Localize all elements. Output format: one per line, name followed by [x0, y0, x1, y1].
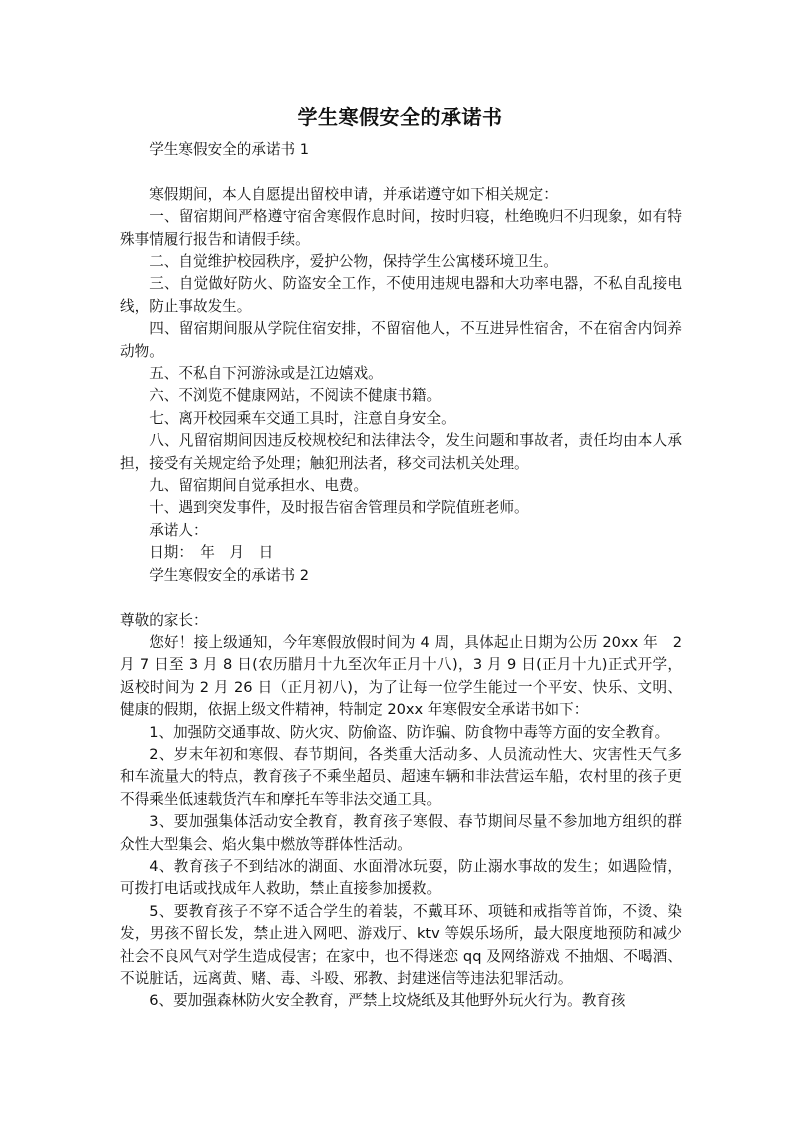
date-line: 日期： 年 月 日 [149, 544, 274, 562]
section2-item: 5、要教育孩子不穿不适合学生的着装，不戴耳环、项链和戒指等首饰，不烫、染发，男孩不留长发，禁止进入网吧、游戏厅、ktv 等娱乐场所，最大限度地预防和减少社会不良风气对学生造成侵害；在家中，也不得迷恋 qq 及网络游戏 不抽烟、不喝酒、不说脏话，远离黄、赌、毒、斗殴、邪教、封建迷信等违法犯罪活动。 [120, 902, 682, 987]
section2-intro: 您好！接上级通知，今年寒假放假时间为 4 周，具体起止日期为公历 20xx 年 2 月 7 日至 3 月 8 日(农历腊月十九至次年正月十八)，3 月 9 日(正月十九)正式开学，返校时间为 2 月 26 日（正月初八)，为了让每一位学生能过一个平安、快乐、文明、健康的假期，依据上级文件精神，特制定 20xx 年寒假安全承诺书如下： [120, 633, 682, 719]
section1-intro: 寒假期间，本人自愿提出留校申请，并承诺遵守如下相关规定： [149, 185, 558, 203]
document-title: 学生寒假安全的承诺书 [297, 105, 503, 129]
section2-item: 2、岁末年初和寒假、春节期间，各类重大活动多、人员流动性大、灾害性天气多和车流量大的特点，教育孩子不乘坐超员、超速车辆和非法营运车船，农村里的孩子更不得乘坐低速载货汽车和摩托车等非法交通工具。 [120, 745, 682, 808]
section1-item: 五、不私自下河游泳或是江边嬉戏。 [149, 365, 383, 383]
blank-line [120, 161, 682, 183]
section1-item: 八、凡留宿期间因违反校规校纪和法律法令，发生问题和事故者，责任均由本人承担，接受有关规定给予处理；触犯刑法者，移交司法机关处理。 [120, 432, 682, 472]
section2-item: 4、教育孩子不到结冰的湖面、水面滑冰玩耍，防止溺水事故的发生；如遇险情，可拨打电话或找成年人救助，禁止直接参加援救。 [120, 857, 682, 898]
salutation: 尊敬的家长： [120, 611, 208, 629]
signer-line: 承诺人： [149, 521, 208, 539]
document-body [120, 139, 682, 1013]
section1-item: 十、遇到突发事件，及时报告宿舍管理员和学院值班老师。 [149, 499, 529, 517]
blank-line [120, 587, 682, 609]
section1-heading: 学生寒假安全的承诺书 1 [149, 141, 310, 158]
section2-item: 1、加强防交通事故、防火灾、防偷盗、防诈骗、防食物中毒等方面的安全教育。 [149, 723, 670, 741]
section2-item: 3、要加强集体活动安全教育，教育孩子寒假、春节期间尽量不参加地方组织的群众性大型集会、焰火集中燃放等群体性活动。 [120, 813, 682, 853]
section1-item: 四、留宿期间服从学院住宿安排，不留宿他人，不互进异性宿舍，不在宿舍内饲养动物。 [120, 320, 682, 360]
section1-item: 三、自觉做好防火、防盗安全工作，不使用违规电器和大功率电器，不私自乱接电线，防止事故发生。 [120, 275, 682, 315]
section1-item: 二、自觉维护校园秩序，爱护公物，保持学生公寓楼环境卫生。 [149, 253, 558, 271]
section2-heading: 学生寒假安全的承诺书 2 [149, 566, 310, 584]
section1-item: 九、留宿期间自觉承担水、电费。 [149, 477, 369, 495]
section2-item: 6、要加强森林防火安全教育，严禁上坟烧纸及其他野外玩火行为。教育孩 [149, 992, 626, 1010]
section1-item: 七、离开校园乘车交通工具时，注意自身安全。 [149, 409, 456, 427]
section1-item: 六、不浏览不健康网站，不阅读不健康书籍。 [149, 387, 442, 405]
section1-item: 一、留宿期间严格遵守宿舍寒假作息时间，按时归寝，杜绝晚归不归现象，如有特殊事情履行报告和请假手续。 [120, 208, 682, 248]
